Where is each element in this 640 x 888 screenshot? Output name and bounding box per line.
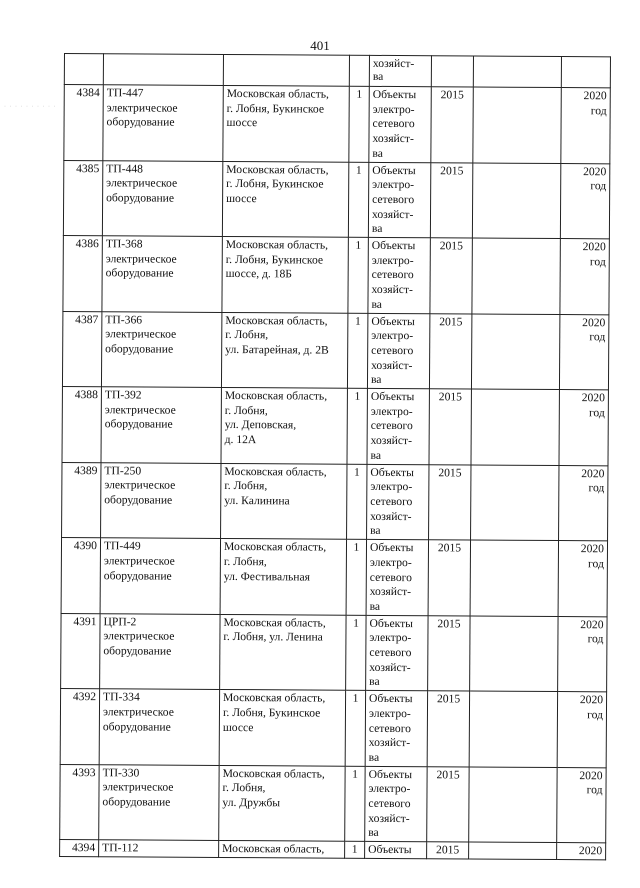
cell-address: Московская область, г. Лобня, Букинское шоссе, д. 18Б <box>222 237 348 313</box>
cell-category: Объекты электро- сетевого хозяйст- ва <box>367 313 429 389</box>
cell-empty <box>471 314 559 390</box>
cell-empty <box>471 389 559 465</box>
cell-category: Объекты электро- сетевого хозяйст- ва <box>367 464 429 540</box>
cell-empty <box>64 54 103 85</box>
cell-quantity: 1 <box>347 313 367 389</box>
cell-address: Московская область, г. Лобня, Букинское шоссе <box>222 161 348 237</box>
cell-category: Объекты электро- сетевого хозяйст- ва <box>368 162 430 238</box>
cell-quantity: 1 <box>345 690 365 766</box>
register-table <box>59 53 611 860</box>
cell-year: 2015 <box>427 691 469 767</box>
cell-deadline: 2020 год <box>560 239 609 315</box>
cell-number: 4390 <box>61 538 100 614</box>
cell-quantity: 1 <box>345 841 365 858</box>
cell-address: Московская область, г. Лобня, ул. Калинина <box>221 463 347 539</box>
cell-deadline: 2020 год <box>561 88 610 164</box>
cell-quantity: 1 <box>346 539 366 615</box>
cell-address: Московская область, г. Лобня, ул. Деповская, д. 12А <box>221 388 347 464</box>
cell-address: Московская область, г. Лобня, Букинское шоссе <box>219 690 345 766</box>
cell-year: 2015 <box>430 238 472 314</box>
cell-deadline: 2020 год <box>557 692 606 768</box>
cell-deadline: 2020 год <box>559 390 608 466</box>
table-row <box>60 840 606 860</box>
cell-quantity: 1 <box>347 388 367 464</box>
cell-object-name: ТП-392 электрическое оборудование <box>101 387 221 463</box>
cell-number: 4386 <box>63 236 102 312</box>
cell-quantity: 1 <box>347 464 367 540</box>
cell-year: 2015 <box>429 464 471 540</box>
page-number: 401 <box>310 38 330 53</box>
table-row <box>60 764 606 843</box>
cell-object-name: ТП-368 электрическое оборудование <box>102 236 222 312</box>
cell-category: Объекты электро- сетевого хозяйст- ва <box>369 86 431 162</box>
cell-object-name: ТП-449 электрическое оборудование <box>100 538 220 614</box>
cell-empty <box>469 842 557 859</box>
cell-number: 4391 <box>61 613 100 689</box>
cell-year: 2015 <box>429 313 471 389</box>
cell-empty <box>473 87 561 163</box>
cell-deadline: 2020 <box>557 843 606 860</box>
cell-address: Московская область, г. Лобня, ул. Дружбы <box>219 765 345 841</box>
cell-deadline: 2020 год <box>557 767 606 843</box>
cell-empty <box>470 540 558 616</box>
table-row <box>61 538 607 617</box>
table-row <box>62 311 608 390</box>
cell-category: Объекты электро- сетевого хозяйст- ва <box>366 615 428 691</box>
continuation-row <box>64 54 610 88</box>
cell-number: 4385 <box>63 160 102 236</box>
cell-deadline: 2020 год <box>559 465 608 541</box>
table-row <box>62 462 608 541</box>
cell-number: 4393 <box>60 764 99 840</box>
cell-number: 4388 <box>62 387 101 463</box>
cell-quantity: 1 <box>348 237 368 313</box>
cell-deadline: 2020 год <box>558 616 607 692</box>
cell-object-name: ЦРП-2 электрическое оборудование <box>100 613 220 689</box>
cell-category: Объекты электро- сетевого хозяйст- ва <box>365 690 427 766</box>
cell-category: хозяйст- ва <box>369 55 431 86</box>
table-row <box>61 613 607 692</box>
cell-empty <box>471 465 559 541</box>
cell-year: 2015 <box>430 162 472 238</box>
table-row <box>63 236 609 315</box>
cell-quantity: 1 <box>348 162 368 238</box>
cell-deadline: 2020 год <box>560 163 609 239</box>
cell-number: 4394 <box>60 840 99 857</box>
cell-year: 2015 <box>429 389 471 465</box>
cell-empty <box>472 163 560 239</box>
cell-number: 4389 <box>62 462 101 538</box>
cell-object-name: ТП-250 электрическое оборудование <box>101 462 221 538</box>
cell-year: 2015 <box>427 766 469 842</box>
cell-year: 2015 <box>427 842 469 859</box>
cell-year: 2015 <box>428 540 470 616</box>
table-row <box>60 689 606 768</box>
cell-empty <box>431 56 473 87</box>
cell-quantity: 1 <box>346 615 366 691</box>
cell-empty <box>469 691 557 767</box>
cell-year: 2015 <box>431 87 473 163</box>
cell-empty <box>561 57 610 88</box>
cell-empty <box>469 767 557 843</box>
cell-address: Московская область, г. Лобня, ул. Фестивальная <box>220 539 346 615</box>
cell-object-name: ТП-334 электрическое оборудование <box>99 689 219 765</box>
cell-quantity: 1 <box>345 766 365 842</box>
cell-object-name: ТП-448 электрическое оборудование <box>102 160 222 236</box>
cell-number: 4392 <box>60 689 99 765</box>
cell-address: Московская область, <box>219 841 345 858</box>
cell-number: 4387 <box>62 311 101 387</box>
cell-object-name: ТП-447 электрическое оборудование <box>103 85 223 161</box>
cell-year: 2015 <box>428 615 470 691</box>
cell-category: Объекты электро- сетевого хозяйст- ва <box>367 388 429 464</box>
cell-empty <box>223 54 349 86</box>
cell-object-name: ТП-330 электрическое оборудование <box>99 764 219 840</box>
table-row <box>64 85 610 164</box>
cell-empty <box>470 616 558 692</box>
cell-empty <box>472 238 560 314</box>
cell-address: Московская область, г. Лобня, Букинское шоссе <box>223 85 349 161</box>
cell-address: Московская область, г. Лобня, ул. Батарейная, д. 2В <box>221 312 347 388</box>
cell-quantity: 1 <box>349 86 369 162</box>
cell-category: Объекты электро- сетевого хозяйст- ва <box>368 237 430 313</box>
cell-deadline: 2020 год <box>559 314 608 390</box>
table-row <box>62 387 608 466</box>
cell-number: 4384 <box>64 85 103 161</box>
cell-category: Объекты <box>365 842 427 859</box>
cell-object-name: ТП-112 <box>99 840 219 857</box>
cell-address: Московская область, г. Лобня, ул. Ленина <box>220 614 346 690</box>
cell-category: Объекты электро- сетевого хозяйст- ва <box>365 766 427 842</box>
cell-object-name: ТП-366 электрическое оборудование <box>101 311 221 387</box>
cell-empty <box>103 54 223 86</box>
cell-empty <box>473 56 561 88</box>
cell-empty <box>349 55 369 86</box>
scan-artifact: · · · · · · · · · · <box>4 104 57 110</box>
cell-deadline: 2020 год <box>558 541 607 617</box>
cell-category: Объекты электро- сетевого хозяйст- ва <box>366 539 428 615</box>
table-row <box>63 160 609 239</box>
